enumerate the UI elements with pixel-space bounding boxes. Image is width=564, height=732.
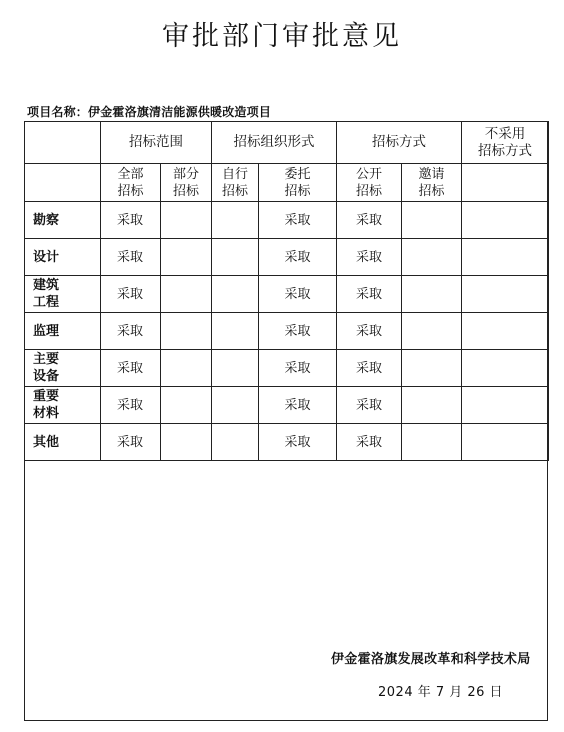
table-cell <box>212 424 259 461</box>
table-cell <box>462 313 549 350</box>
table-row <box>25 313 549 350</box>
group-header: 招标组织形式 <box>212 122 337 164</box>
table-cell: 采取 <box>337 202 402 239</box>
approval-date: 2024 年 7 月 26 日 <box>378 685 504 700</box>
table-row <box>25 350 549 387</box>
agency-name: 伊金霍洛旗发展改革和科学技术局 <box>331 652 531 667</box>
table-cell <box>212 387 259 424</box>
table-cell <box>161 202 212 239</box>
project-label: 项目名称： <box>27 105 89 119</box>
table-cell: 采取 <box>337 387 402 424</box>
table-cell <box>462 387 549 424</box>
table-subheader-row <box>25 164 549 202</box>
table-cell: 采取 <box>259 202 337 239</box>
table-cell <box>402 350 462 387</box>
table-row <box>25 239 549 276</box>
table-cell <box>212 350 259 387</box>
table-cell: 采取 <box>259 239 337 276</box>
table-cell <box>212 239 259 276</box>
corner-cell <box>25 164 101 202</box>
table-cell: 采取 <box>259 276 337 313</box>
sub-header: 自行 招标 <box>212 164 259 202</box>
document-title: 审批部门审批意见 <box>162 21 402 52</box>
table-cell <box>462 202 549 239</box>
project-line <box>27 103 271 120</box>
table-cell <box>402 424 462 461</box>
corner-cell <box>25 122 101 164</box>
row-label: 监理 <box>25 313 101 350</box>
table-cell: 采取 <box>101 276 161 313</box>
row-label: 建筑 工程 <box>25 276 101 313</box>
group-header: 不采用 招标方式 <box>462 122 549 164</box>
row-label: 主要 设备 <box>25 350 101 387</box>
table-cell: 采取 <box>101 313 161 350</box>
table-row <box>25 202 549 239</box>
table-cell: 采取 <box>101 239 161 276</box>
table-cell: 采取 <box>101 350 161 387</box>
table-cell: 采取 <box>101 387 161 424</box>
table-cell <box>161 313 212 350</box>
table-cell <box>462 276 549 313</box>
row-label: 其他 <box>25 424 101 461</box>
table-cell <box>161 387 212 424</box>
table-cell: 采取 <box>259 424 337 461</box>
table-row <box>25 387 549 424</box>
project-name: 伊金霍洛旗清洁能源供暖改造项目 <box>88 105 272 119</box>
sub-header: 部分 招标 <box>161 164 212 202</box>
table-cell <box>161 424 212 461</box>
table-cell: 采取 <box>337 313 402 350</box>
table-cell <box>402 313 462 350</box>
table-cell: 采取 <box>337 350 402 387</box>
bidding-table <box>24 121 549 461</box>
table-cell <box>161 350 212 387</box>
table-cell: 采取 <box>101 202 161 239</box>
group-header: 招标方式 <box>337 122 462 164</box>
row-label: 勘察 <box>25 202 101 239</box>
empty-cell <box>462 164 549 202</box>
table-cell <box>462 350 549 387</box>
sub-header: 公开 招标 <box>337 164 402 202</box>
row-label: 设计 <box>25 239 101 276</box>
table-cell <box>462 239 549 276</box>
table-cell <box>212 313 259 350</box>
table-cell: 采取 <box>259 350 337 387</box>
table-cell <box>462 424 549 461</box>
table-cell <box>212 276 259 313</box>
sub-header: 邀请 招标 <box>402 164 462 202</box>
group-header: 招标范围 <box>101 122 212 164</box>
table-cell: 采取 <box>337 276 402 313</box>
table-row <box>25 424 549 461</box>
table-cell: 采取 <box>337 239 402 276</box>
table-row <box>25 276 549 313</box>
row-label: 重要 材料 <box>25 387 101 424</box>
table-cell <box>402 387 462 424</box>
table-cell <box>161 276 212 313</box>
table-cell: 采取 <box>101 424 161 461</box>
table-cell: 采取 <box>259 387 337 424</box>
table-cell: 采取 <box>337 424 402 461</box>
table-cell <box>402 276 462 313</box>
sub-header: 委托 招标 <box>259 164 337 202</box>
table-cell <box>212 202 259 239</box>
table-cell <box>161 239 212 276</box>
table-header-row <box>25 122 549 164</box>
table-cell: 采取 <box>259 313 337 350</box>
table-cell <box>402 202 462 239</box>
table-cell <box>402 239 462 276</box>
sub-header: 全部 招标 <box>101 164 161 202</box>
